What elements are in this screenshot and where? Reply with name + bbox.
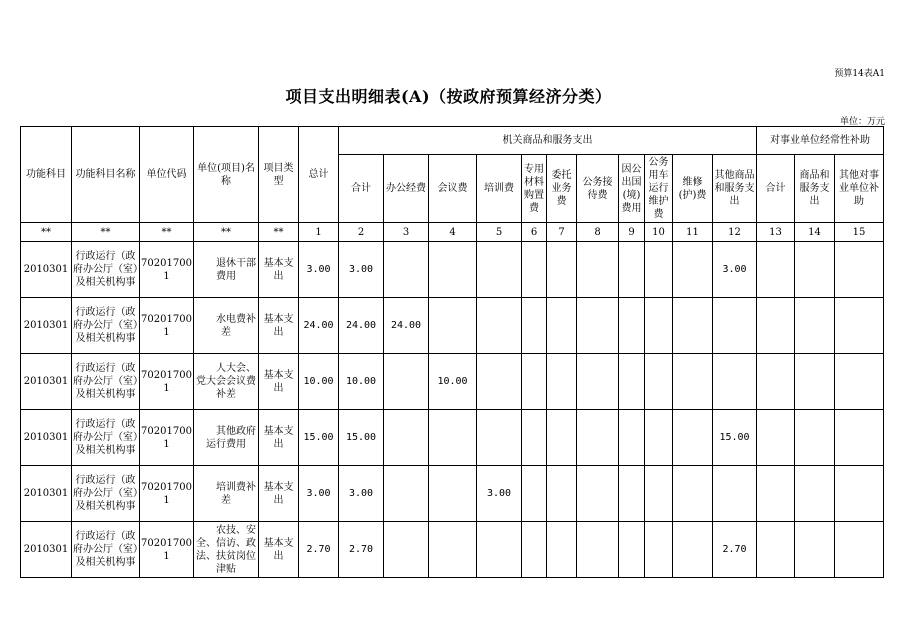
cell-project-type: 基本支出	[259, 466, 299, 522]
index-cell: 10	[645, 223, 673, 242]
cell-amount	[645, 466, 673, 522]
cell-amount	[757, 298, 795, 354]
cell-amount	[547, 242, 577, 298]
cell-amount	[547, 522, 577, 578]
cell-amount	[795, 466, 835, 522]
cell-amount	[577, 466, 619, 522]
cell-amount: 2.70	[299, 522, 339, 578]
cell-amount	[429, 410, 477, 466]
cell-project-name: 其他政府运行费用	[194, 410, 259, 466]
cell-amount	[522, 466, 547, 522]
cell-amount	[522, 242, 547, 298]
cell-amount	[577, 354, 619, 410]
index-cell: **	[259, 223, 299, 242]
budget-table	[20, 126, 884, 578]
cell-amount: 15.00	[339, 410, 384, 466]
index-cell: 1	[299, 223, 339, 242]
cell-amount	[673, 522, 713, 578]
cell-amount	[477, 298, 522, 354]
cell-amount	[429, 522, 477, 578]
header-sub-col: 专用材料购置费	[522, 155, 547, 223]
header-sub-col: 因公出国(境)费用	[619, 155, 645, 223]
cell-amount	[645, 410, 673, 466]
cell-amount: 2.70	[339, 522, 384, 578]
cell-unit-code: 702017001	[140, 466, 194, 522]
header-sub-col: 会议费	[429, 155, 477, 223]
header-sub-col: 其他对事业单位补助	[835, 155, 884, 223]
cell-amount	[645, 354, 673, 410]
cell-amount	[619, 298, 645, 354]
cell-amount	[522, 298, 547, 354]
cell-amount: 24.00	[299, 298, 339, 354]
table-row	[21, 466, 884, 522]
cell-amount	[577, 298, 619, 354]
header-group-goods-services: 机关商品和服务支出	[339, 127, 757, 155]
cell-unit-code: 702017001	[140, 242, 194, 298]
cell-amount	[384, 354, 429, 410]
index-cell: 7	[547, 223, 577, 242]
cell-project-name: 退休干部费用	[194, 242, 259, 298]
cell-amount	[795, 522, 835, 578]
index-cell: 12	[713, 223, 757, 242]
cell-amount: 24.00	[339, 298, 384, 354]
cell-amount	[673, 410, 713, 466]
cell-amount: 15.00	[713, 410, 757, 466]
cell-project-type: 基本支出	[259, 522, 299, 578]
cell-amount	[795, 242, 835, 298]
index-cell: **	[194, 223, 259, 242]
cell-amount	[645, 522, 673, 578]
cell-amount	[619, 410, 645, 466]
cell-amount: 3.00	[299, 242, 339, 298]
cell-amount	[795, 298, 835, 354]
cell-project-name: 农技、安全、信访、政法、扶贫岗位津贴	[194, 522, 259, 578]
cell-amount	[835, 522, 884, 578]
index-cell: **	[140, 223, 194, 242]
cell-subject-code: 2010301	[21, 242, 72, 298]
cell-amount	[619, 522, 645, 578]
cell-subject-name: 行政运行（政府办公厅（室）及相关机构事	[72, 466, 140, 522]
header-sub-col: 合计	[339, 155, 384, 223]
cell-subject-code: 2010301	[21, 354, 72, 410]
cell-amount	[835, 354, 884, 410]
cell-project-type: 基本支出	[259, 242, 299, 298]
index-cell: 11	[673, 223, 713, 242]
cell-amount	[522, 522, 547, 578]
cell-amount: 3.00	[339, 466, 384, 522]
cell-subject-name: 行政运行（政府办公厅（室）及相关机构事	[72, 410, 140, 466]
table-row	[21, 298, 884, 354]
index-cell: **	[21, 223, 72, 242]
cell-unit-code: 702017001	[140, 354, 194, 410]
cell-amount	[619, 466, 645, 522]
cell-subject-name: 行政运行（政府办公厅（室）及相关机构事	[72, 298, 140, 354]
cell-amount	[835, 298, 884, 354]
cell-unit-code: 702017001	[140, 522, 194, 578]
index-cell: 8	[577, 223, 619, 242]
header-sub-col: 维修(护)费	[673, 155, 713, 223]
cell-amount	[384, 242, 429, 298]
cell-unit-code: 702017001	[140, 298, 194, 354]
header-sub-col: 办公经费	[384, 155, 429, 223]
header-group-subsidy: 对事业单位经常性补助	[757, 127, 884, 155]
cell-unit-code: 702017001	[140, 410, 194, 466]
cell-amount: 3.00	[339, 242, 384, 298]
cell-amount	[757, 466, 795, 522]
cell-amount	[429, 298, 477, 354]
cell-amount	[429, 466, 477, 522]
cell-amount	[757, 242, 795, 298]
index-cell: 4	[429, 223, 477, 242]
cell-amount: 2.70	[713, 522, 757, 578]
header-sub-col: 公务用车运行维护费	[645, 155, 673, 223]
index-cell: 6	[522, 223, 547, 242]
header-unit-project-name: 单位(项目)名称	[194, 127, 259, 223]
index-cell: 15	[835, 223, 884, 242]
cell-amount: 15.00	[299, 410, 339, 466]
cell-amount	[835, 466, 884, 522]
cell-amount: 3.00	[477, 466, 522, 522]
header-sub-col: 培训费	[477, 155, 522, 223]
cell-amount	[645, 298, 673, 354]
index-cell: 9	[619, 223, 645, 242]
header-sub-col: 其他商品和服务支出	[713, 155, 757, 223]
header-sub-col: 商品和服务支出	[795, 155, 835, 223]
cell-amount	[645, 242, 673, 298]
cell-amount	[547, 410, 577, 466]
header-subject-name: 功能科目名称	[72, 127, 140, 223]
cell-amount	[673, 242, 713, 298]
cell-project-type: 基本支出	[259, 410, 299, 466]
cell-subject-code: 2010301	[21, 466, 72, 522]
header-sub-col: 公务接待费	[577, 155, 619, 223]
cell-amount	[713, 354, 757, 410]
header-unit-code: 单位代码	[140, 127, 194, 223]
cell-amount	[795, 410, 835, 466]
form-code: 预算14表A1	[834, 69, 885, 79]
index-cell: 5	[477, 223, 522, 242]
cell-amount	[757, 522, 795, 578]
cell-amount: 3.00	[299, 466, 339, 522]
cell-amount	[547, 466, 577, 522]
cell-amount	[713, 298, 757, 354]
index-row	[21, 223, 884, 242]
cell-amount	[547, 354, 577, 410]
cell-project-type: 基本支出	[259, 354, 299, 410]
index-cell: 3	[384, 223, 429, 242]
cell-amount	[757, 354, 795, 410]
cell-amount	[429, 242, 477, 298]
cell-amount	[547, 298, 577, 354]
cell-amount: 24.00	[384, 298, 429, 354]
index-cell: 13	[757, 223, 795, 242]
table-row	[21, 410, 884, 466]
cell-amount	[384, 410, 429, 466]
cell-amount: 10.00	[429, 354, 477, 410]
cell-amount	[835, 242, 884, 298]
cell-project-name: 培训费补差	[194, 466, 259, 522]
cell-amount	[673, 354, 713, 410]
table-row	[21, 242, 884, 298]
cell-amount	[477, 410, 522, 466]
cell-subject-name: 行政运行（政府办公厅（室）及相关机构事	[72, 354, 140, 410]
header-project-type: 项目类型	[259, 127, 299, 223]
cell-subject-name: 行政运行（政府办公厅（室）及相关机构事	[72, 242, 140, 298]
cell-amount	[577, 242, 619, 298]
cell-subject-name: 行政运行（政府办公厅（室）及相关机构事	[72, 522, 140, 578]
cell-amount	[384, 466, 429, 522]
index-cell: 2	[339, 223, 384, 242]
cell-subject-code: 2010301	[21, 298, 72, 354]
cell-amount	[795, 354, 835, 410]
unit-label: 单位：万元	[839, 117, 885, 127]
cell-amount	[713, 466, 757, 522]
table-row	[21, 522, 884, 578]
header-sub-col: 委托业务费	[547, 155, 577, 223]
header-sub-col: 合计	[757, 155, 795, 223]
cell-amount: 3.00	[713, 242, 757, 298]
cell-project-type: 基本支出	[259, 298, 299, 354]
page-title: 项目支出明细表(A)（按政府预算经济分类）	[285, 87, 612, 106]
cell-amount	[384, 522, 429, 578]
cell-project-name: 水电费补差	[194, 298, 259, 354]
cell-amount	[477, 522, 522, 578]
cell-amount	[522, 410, 547, 466]
cell-amount	[673, 298, 713, 354]
cell-subject-code: 2010301	[21, 522, 72, 578]
table-row	[21, 354, 884, 410]
cell-amount	[577, 522, 619, 578]
cell-amount: 10.00	[299, 354, 339, 410]
cell-project-name: 人大会、党大会会议费补差	[194, 354, 259, 410]
cell-amount	[619, 242, 645, 298]
cell-amount	[477, 354, 522, 410]
cell-amount: 10.00	[339, 354, 384, 410]
cell-amount	[835, 410, 884, 466]
index-cell: 14	[795, 223, 835, 242]
cell-subject-code: 2010301	[21, 410, 72, 466]
header-total: 总计	[299, 127, 339, 223]
cell-amount	[477, 242, 522, 298]
cell-amount	[757, 410, 795, 466]
cell-amount	[673, 466, 713, 522]
header-subject-code: 功能科目	[21, 127, 72, 223]
index-cell: **	[72, 223, 140, 242]
cell-amount	[577, 410, 619, 466]
cell-amount	[619, 354, 645, 410]
table-body	[21, 242, 884, 578]
cell-amount	[522, 354, 547, 410]
